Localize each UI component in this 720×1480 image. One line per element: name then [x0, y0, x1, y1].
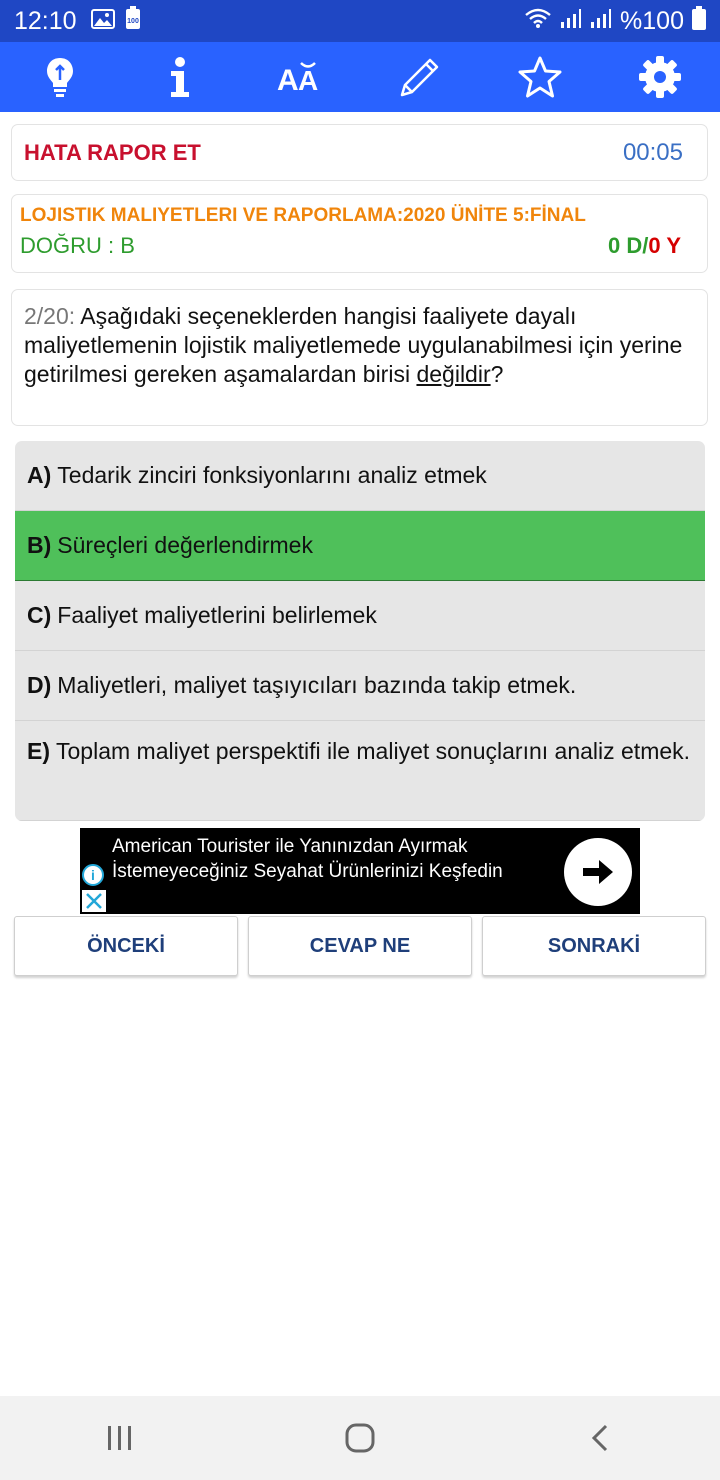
ad-text: American Tourister ile Yanınızdan Ayırmak İstemeyeceğiniz Seyahat Ürünlerinizi Keşfedin [112, 836, 503, 882]
battery-icon [692, 6, 706, 37]
exam-info-card [11, 194, 708, 273]
show-answer-button[interactable]: CEVAP NE [248, 916, 472, 976]
correct-answer-label: DOĞRU : B [20, 233, 135, 258]
battery-saver-icon [125, 6, 141, 37]
signal-icon [590, 7, 612, 36]
option-letter: C) [27, 602, 52, 628]
option-text: Süreçleri değerlendirmek [57, 532, 313, 558]
system-nav-bar [0, 1396, 720, 1480]
score-correct: 0 D [608, 233, 643, 258]
ad-close-icon[interactable] [82, 890, 106, 912]
option-text: Tedarik zinciri fonksiyonlarını analiz etmek [57, 462, 487, 488]
report-error-button[interactable]: HATA RAPOR ET [24, 139, 201, 165]
option-text: Maliyetleri, maliyet taşıyıcıları bazında takip etmek. [57, 672, 577, 698]
report-card [11, 124, 708, 181]
pencil-icon[interactable] [390, 47, 450, 107]
option-letter: E) [27, 738, 50, 764]
options-list [15, 441, 705, 821]
score-wrong: 0 Y [648, 233, 681, 258]
info-icon[interactable] [150, 47, 210, 107]
ad-banner[interactable] [80, 828, 640, 914]
option-b[interactable] [15, 511, 705, 581]
star-icon[interactable] [510, 47, 570, 107]
option-c[interactable] [15, 581, 705, 651]
wifi-icon [524, 7, 552, 36]
svg-text:A: A [277, 64, 299, 94]
option-letter: A) [27, 462, 52, 488]
battery-text: %100 [620, 6, 684, 35]
question-card [11, 289, 708, 426]
option-letter: B) [27, 532, 52, 558]
option-d[interactable] [15, 651, 705, 721]
next-button[interactable]: SONRAKİ [482, 916, 706, 976]
arrow-right-icon[interactable] [564, 838, 632, 906]
image-icon [91, 7, 115, 36]
option-e[interactable] [15, 721, 705, 821]
timer: 00:05 [622, 138, 683, 166]
question-end: ? [490, 361, 504, 387]
option-letter: D) [27, 672, 52, 698]
hint-bulb-icon[interactable] [30, 47, 90, 107]
back-icon[interactable] [570, 1408, 630, 1468]
question-text: Aşağıdaki seçeneklerden hangisi faaliyete dayalı maliyetlemenin lojistik maliyetlemede uygulanabilmesi için yerine getirilmesi gereken aşamalardan birisi [24, 303, 683, 387]
option-a[interactable] [15, 441, 705, 511]
home-icon[interactable] [330, 1408, 390, 1468]
status-bar [0, 0, 720, 42]
info-row [20, 233, 699, 259]
option-text: Toplam maliyet perspektifi ile maliyet sonuçlarını analiz etmek. [56, 738, 691, 764]
top-toolbar [0, 42, 720, 112]
status-time: 12:10 [14, 6, 77, 35]
question-number: 2/20: [24, 303, 76, 329]
exam-title: LOJISTIK MALIYETLERI VE RAPORLAMA:2020 ÜNİTE 5:FİNAL [20, 205, 586, 226]
recent-apps-icon[interactable] [90, 1408, 150, 1468]
score [608, 233, 681, 259]
gear-icon[interactable] [630, 47, 690, 107]
score-separator: / [642, 233, 649, 258]
question-emphasis: değildir [416, 361, 491, 387]
question-nav [14, 916, 706, 976]
ad-info-icon[interactable]: i [82, 864, 104, 886]
signal-icon [560, 7, 582, 36]
font-size-icon[interactable] [270, 47, 330, 107]
status-right [524, 6, 706, 37]
svg-text:A: A [298, 65, 319, 94]
svg-text:100: 100 [126, 17, 139, 25]
option-text: Faaliyet maliyetlerini belirlemek [57, 602, 377, 628]
previous-button[interactable]: ÖNCEKİ [14, 916, 238, 976]
